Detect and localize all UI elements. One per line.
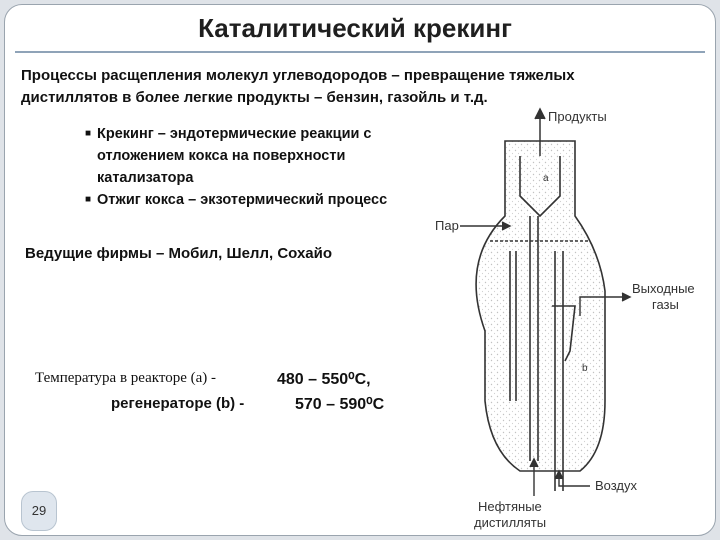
- regenerator-temp-label: регенераторе (b) -: [111, 395, 245, 412]
- steam-inlet: [460, 222, 510, 230]
- bullet-text: Отжиг кокса – экзотермический процесс: [97, 192, 388, 208]
- bullet-list: [85, 123, 435, 211]
- slide: [4, 4, 716, 536]
- air-inlet: [555, 471, 590, 486]
- square-bullet-icon: ■: [85, 128, 92, 139]
- label-a: a: [543, 173, 549, 184]
- title-divider: [15, 51, 705, 53]
- label-b: b: [582, 363, 588, 374]
- label-air: Воздух: [595, 478, 638, 493]
- label-exhaust-2: газы: [652, 297, 679, 312]
- bullet-item: [85, 123, 435, 189]
- feed-inlet: [530, 459, 538, 496]
- vessel-outline: [476, 141, 605, 491]
- cracking-unit-diagram: [430, 101, 715, 531]
- intro-text: Процессы расщепления молекул углеводородов – превращение тяжелых дистиллятов в более легкие продукты – бензин, газойль и т.д.: [21, 67, 575, 106]
- reactor-temp-value: 480 – 550⁰С,: [277, 371, 371, 388]
- reactor-temp-label: Температура в реакторе (a) -: [35, 370, 217, 386]
- label-exhaust-1: Выходные: [632, 281, 695, 296]
- slide-title: Каталитический крекинг: [198, 13, 512, 43]
- leading-firms: Ведущие фирмы – Мобил, Шелл, Сохайо: [25, 245, 333, 262]
- label-products: Продукты: [548, 109, 607, 124]
- regenerator-temp-value: 570 – 590⁰С: [295, 396, 385, 413]
- square-bullet-icon: ■: [85, 194, 92, 205]
- bullet-item: [85, 189, 435, 211]
- page-number: 29: [21, 491, 57, 531]
- label-feed-2: дистилляты: [474, 515, 547, 530]
- label-feed-1: Нефтяные: [478, 499, 542, 514]
- bullet-text: Крекинг – эндотермические реакции с отложением кокса на поверхности катализатора: [97, 126, 372, 186]
- label-steam: Пар: [435, 218, 459, 233]
